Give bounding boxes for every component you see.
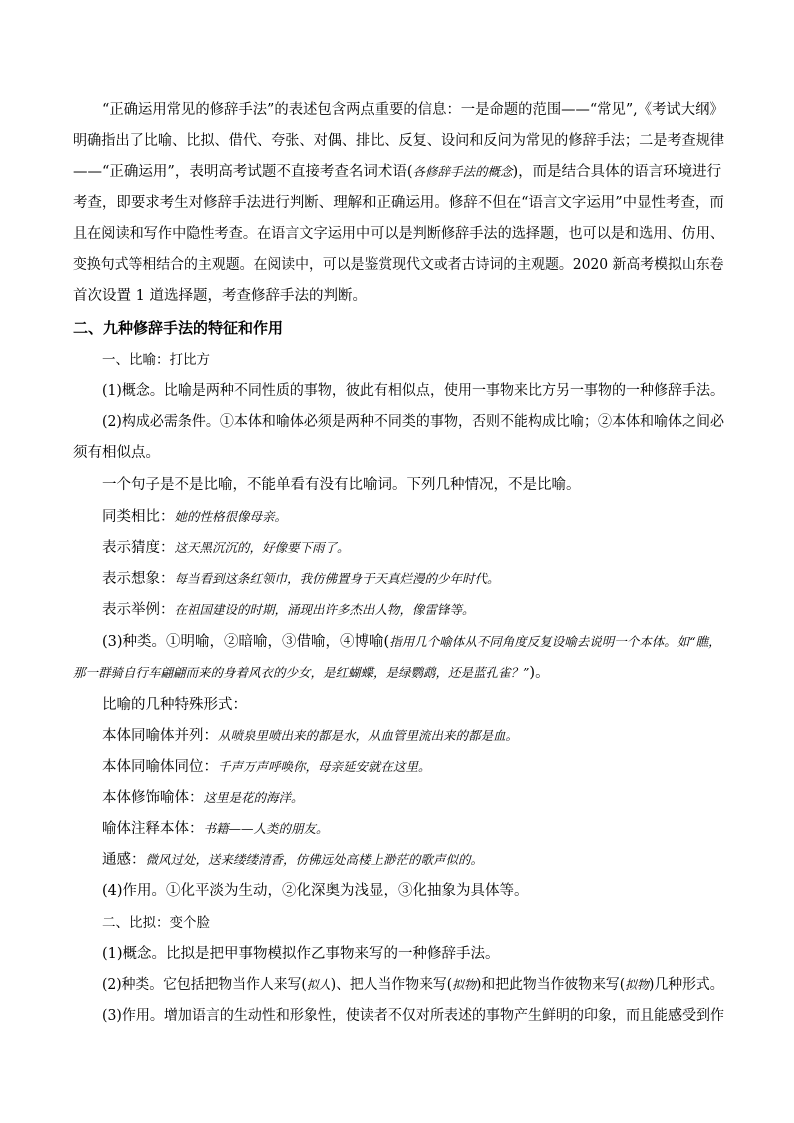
- intro-line-6: 变换句式等相结合的主观题。在阅读中，可以是鉴赏现代文或者古诗词的主观题。2020 新高考模拟山东卷: [73, 257, 724, 273]
- section-title: 二、九种修辞手法的特征和作用: [73, 319, 284, 337]
- metaphor-conditions-1: (2)构成必需条件。①本体和喻体必须是两种不同类的事物，否则不能构成比喻；②本体和喻体之间必: [102, 414, 725, 430]
- case-item: 表示想象：每当看到这条红领巾，我仿佛置身于天真烂漫的少年时代。: [102, 571, 500, 587]
- personification-function: (3)作用。增加语言的生动性和形象性，使读者不仅对所表述的事物产生鲜明的印象，而且能感受到作: [102, 1008, 725, 1024]
- special-item: 本体同喻体并列：从喷泉里喷出来的都是水，从血管里流出来的都是血。: [102, 728, 519, 744]
- metaphor-conditions-2: 须有相似点。: [73, 445, 160, 461]
- intro-line-7: 首次设置 1 道选择题，考查修辞手法的判断。: [73, 288, 367, 304]
- case-item: 表示举例：在祖国建设的时期，涌现出许多杰出人物，像雷锋等。: [102, 602, 475, 618]
- case-item: 同类相比：她的性格很像母亲。: [102, 509, 288, 525]
- metaphor-concept: (1)概念。比喻是两种不同性质的事物，彼此有相似点，使用一事物来比方另一事物的一种修辞手法。: [102, 383, 725, 399]
- special-title: 比喻的几种特殊形式：: [102, 697, 247, 713]
- metaphor-note: 一个句子是不是比喻，不能单看有没有比喻词。下列几种情况，不是比喻。: [102, 477, 581, 493]
- personification-types: (2)种类。它包括把物当作人来写(拟人)、把人当作物来写(拟物)和把此物当作彼物来写(拟物)几种形式。: [102, 977, 724, 993]
- special-item: 本体同喻体同位：千声万声呼唤你，母亲延安就在这里。: [102, 759, 431, 775]
- intro-line-3: ——“正确运用”，表明高考试题不直接考查名词术语(各修辞手法的概念)，而是结合具体的语言环境进行: [73, 164, 722, 180]
- intro-line-1: “正确运用常见的修辞手法”的表述包含两点重要的信息：一是命题的范围——“常见”,《考试大纲》: [102, 102, 724, 118]
- personification-title: 二、比拟：变个脸: [102, 915, 210, 931]
- metaphor-title: 一、比喻：打比方: [102, 352, 210, 368]
- special-item: 本体修饰喻体：这里是花的海洋。: [102, 790, 304, 806]
- metaphor-types-2: 那一群骑自行车翩翩而来的身着风衣的少女，是红蝴蝶，是绿鹦鹉，还是蓝孔雀？”)。: [73, 665, 550, 681]
- special-item: 通感：微风过处，送来缕缕清香，仿佛远处高楼上渺茫的歌声似的。: [102, 852, 484, 868]
- special-item: 喻体注释本体：书籍——人类的朋友。: [102, 821, 329, 837]
- personification-concept: (1)概念。比拟是把甲事物模拟作乙事物来写的一种修辞手法。: [102, 946, 500, 962]
- intro-line-4: 考查，即要求考生对修辞手法进行判断、理解和正确运用。修辞不但在“语言文字运用”中显性考查，而: [73, 195, 724, 211]
- case-item: 表示猜度：这天黑沉沉的，好像要下雨了。: [102, 540, 350, 556]
- intro-line-2: 明确指出了比喻、比拟、借代、夸张、对偶、排比、反复、设问和反问为常见的修辞手法；二是考查规律: [73, 133, 724, 149]
- intro-line-5: 且在阅读和写作中隐性考查。在语言文字运用中可以是判断修辞手法的选择题，也可以是和选用、仿用、: [73, 226, 724, 242]
- metaphor-types-1: (3)种类。①明喻，②暗喻，③借喻，④博喻(指用几个喻体从不同角度反复设喻去说明一个本体。如“瞧，: [102, 634, 721, 650]
- intro-note: 各修辞手法的概念: [412, 164, 513, 179]
- metaphor-function: (4)作用。①化平淡为生动，②化深奥为浅显，③化抽象为具体等。: [102, 883, 529, 899]
